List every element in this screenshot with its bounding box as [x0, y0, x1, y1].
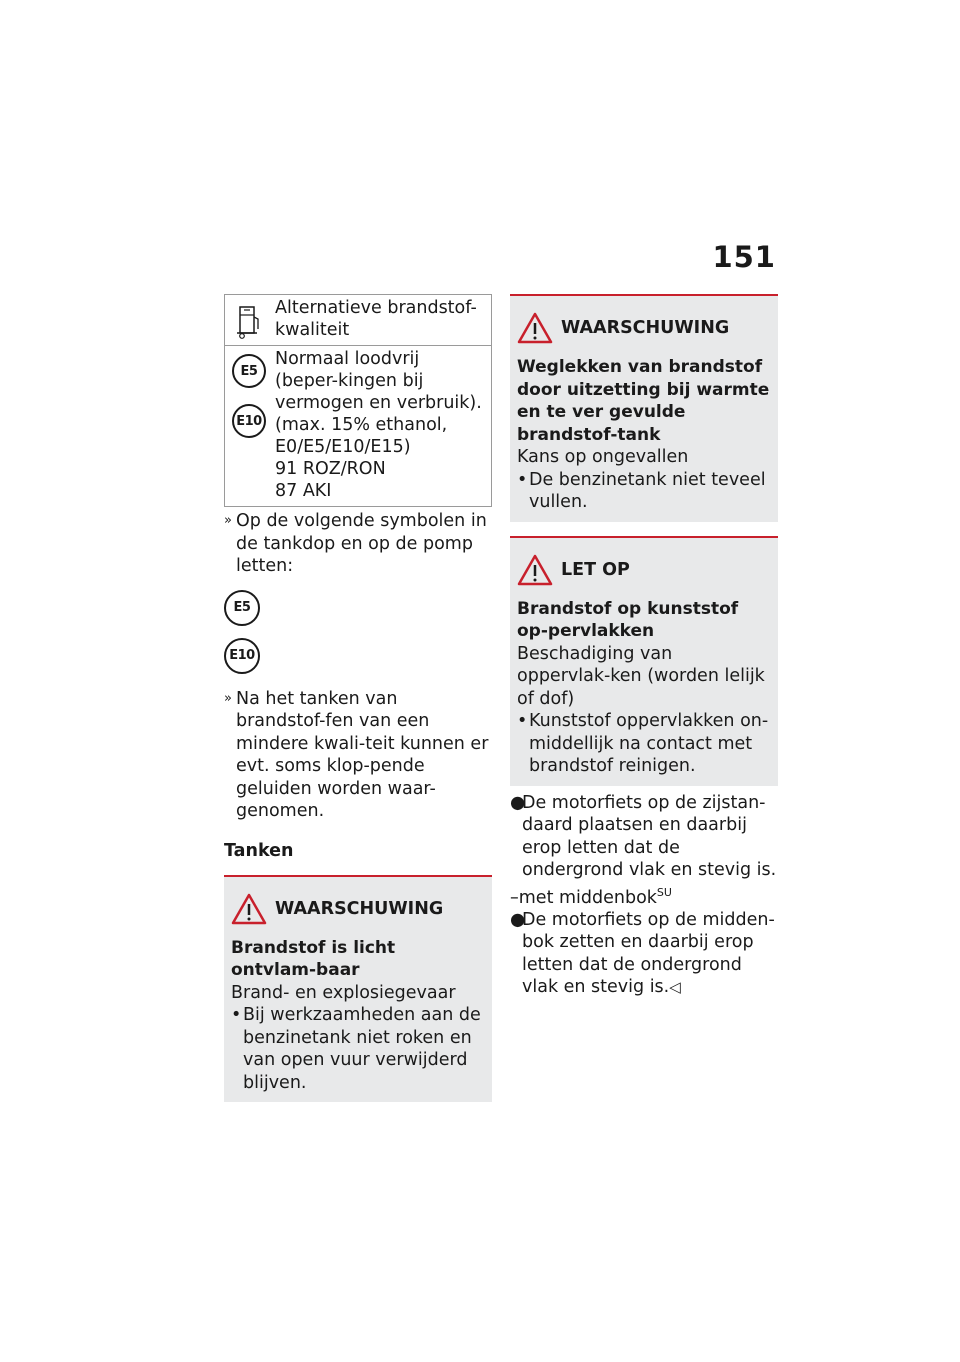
fuel-spec-text	[273, 346, 491, 506]
step-text: De motorfiets op de zijstan-daard plaatsen en daarbij erop letten dat de ondergrond vlak en stevig is.	[522, 792, 777, 880]
warning-triangle-icon	[231, 893, 267, 925]
fuel-table-row	[225, 345, 491, 506]
left-column	[224, 294, 492, 1102]
bullet-marker: •	[517, 711, 528, 731]
warning-title: Weglekken van brandstof door uitzetting bij warmte en te ver gevulde brandstof-tank	[517, 357, 770, 445]
caution-body: Beschadiging van oppervlak-ken (worden lelijk of dof)	[517, 643, 765, 709]
caution-header	[517, 554, 771, 586]
right-column	[510, 294, 778, 999]
warning-bullet	[231, 1004, 485, 1094]
instruction-item	[224, 688, 492, 823]
instruction-text: Na het tanken van brandstof-fen van een mindere kwali-teit kunnen er evt. soms klop-pende geluiden worden waar-genomen.	[236, 688, 489, 821]
fuel-quality-table	[224, 294, 492, 507]
warning-triangle-icon	[517, 312, 553, 344]
e5-badge-icon: E5	[232, 354, 266, 388]
warning-bullet	[517, 469, 771, 514]
step-text: De motorfiets op de midden-bok zetten en daarbij erop letten dat de ondergrond vlak en stevig is.	[522, 909, 775, 998]
e10-symbol-icon: E10	[224, 638, 260, 674]
instruction-marker: »	[224, 513, 232, 528]
fuel-table-row	[225, 295, 491, 345]
warning-title: Brandstof is licht ontvlam-baar	[231, 937, 396, 980]
caution-bullet	[517, 710, 771, 778]
bullet-marker: •	[231, 1005, 242, 1025]
section-heading: Tanken	[224, 840, 294, 861]
caution-triangle-icon	[517, 554, 553, 586]
fuel-icon-cell	[225, 295, 273, 345]
bullet-marker: •	[517, 469, 528, 490]
fuel-type-label: Alternatieve brandstof-kwaliteit	[275, 298, 477, 340]
variant-text: met middenbok	[518, 887, 657, 908]
end-mark-icon: ◁	[669, 978, 681, 997]
fuel-spec-aki: 87 AKI	[275, 481, 332, 501]
instruction-item	[224, 510, 492, 578]
step-bullet: ●	[510, 792, 526, 813]
fuel-spec-description: Normaal loodvrij (beper-kingen bij vermogen en verbruik). (max. 15% ethanol, E0/E5/E10/E15)	[275, 349, 482, 457]
instruction-marker: »	[224, 690, 232, 706]
e5-symbol-icon: E5	[224, 590, 260, 626]
fuel-pump-icon	[235, 303, 263, 339]
warning-bullet-text: Bij werkzaamheden aan de benzinetank niet roken en van open vuur verwijderd blijven.	[243, 1005, 481, 1093]
step-item	[510, 909, 778, 999]
page-number: 151	[712, 240, 776, 274]
warning-header	[517, 312, 771, 344]
caution-label: LET OP	[561, 559, 630, 580]
warning-box	[224, 875, 492, 1103]
fuel-icon-cell	[225, 346, 273, 506]
step-item	[510, 792, 778, 882]
warning-header	[231, 893, 485, 925]
warning-label: WAARSCHUWING	[561, 318, 730, 338]
step-bullet: ●	[510, 909, 526, 930]
warning-box	[510, 294, 778, 522]
dash-marker: –	[510, 887, 519, 908]
warning-body: Kans op ongevallen	[517, 447, 689, 467]
warning-label: WAARSCHUWING	[275, 898, 444, 919]
instruction-text: Op de volgende symbolen in de tankdop en op de pomp letten:	[236, 511, 487, 576]
fuel-spec-ron: 91 ROZ/RON	[275, 459, 386, 479]
warning-body: Brand- en explosiegevaar	[231, 982, 456, 1003]
fuel-symbols	[224, 590, 492, 674]
e10-badge-icon: E10	[232, 404, 266, 438]
caution-box	[510, 536, 778, 786]
caution-title: Brandstof op kunststof op-pervlakken	[517, 598, 739, 641]
variant-line	[510, 882, 778, 909]
variant-superscript: SU	[656, 885, 672, 899]
warning-bullet-text: De benzinetank niet teveel vullen.	[529, 469, 766, 512]
caution-bullet-text: Kunststof oppervlakken on-middellijk na contact met brandstof reinigen.	[529, 711, 769, 776]
